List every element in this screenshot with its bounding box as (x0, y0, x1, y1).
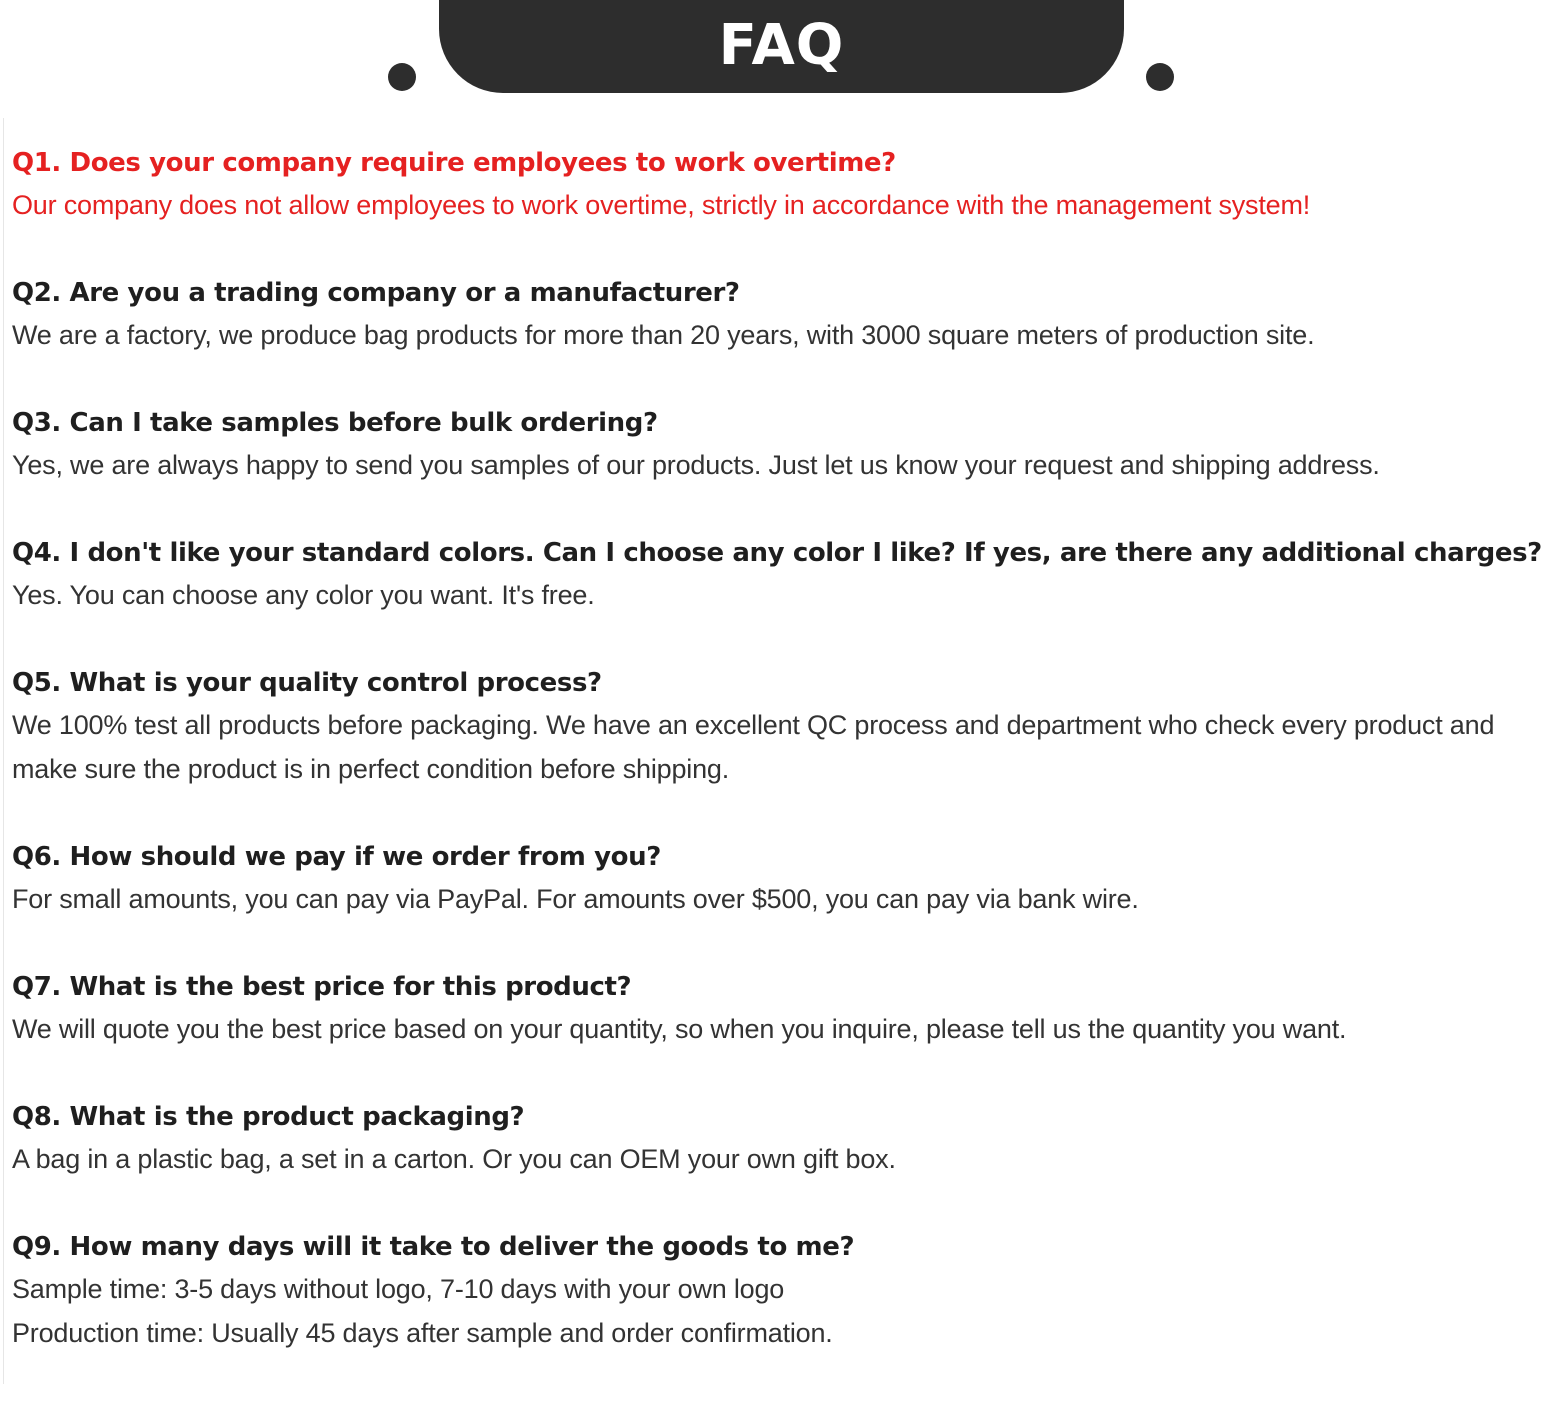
faq-item-8 (12, 1097, 1552, 1181)
faq-item-2 (12, 273, 1552, 357)
faq-question-8: Q8. What is the product packaging? (12, 1102, 525, 1132)
faq-answer-6-line-1: For small amounts, you can pay via PayPal. For amounts over $500, you can pay via bank wire. (12, 884, 1139, 914)
faq-question-3: Q3. Can I take samples before bulk ordering? (12, 408, 658, 438)
faq-question-1: Q1. Does your company require employees to work overtime? (12, 148, 896, 178)
faq-question-7: Q7. What is the best price for this product? (12, 972, 632, 1002)
faq-answer-2-line-1: We are a factory, we produce bag products for more than 20 years, with 3000 square meters of production site. (12, 320, 1315, 350)
faq-answer-7-line-1: We will quote you the best price based on your quantity, so when you inquire, please tell us the quantity you want. (12, 1014, 1347, 1044)
faq-answer-9-line-1: Sample time: 3-5 days without logo, 7-10 days with your own logo (12, 1274, 785, 1304)
faq-answer-4-line-1: Yes. You can choose any color you want. It's free. (12, 580, 595, 610)
faq-item-3 (12, 403, 1552, 487)
faq-answer-8-line-1: A bag in a plastic bag, a set in a carton. Or you can OEM your own gift box. (12, 1144, 896, 1174)
faq-item-4 (12, 533, 1552, 617)
faq-question-6: Q6. How should we pay if we order from you? (12, 842, 661, 872)
faq-list (12, 143, 1552, 1401)
faq-question-5: Q5. What is your quality control process? (12, 668, 602, 698)
decorative-dot-left (388, 63, 416, 91)
faq-question-4: Q4. I don't like your standard colors. Can I choose any color I like? If yes, are there any additional charges? (12, 538, 1542, 568)
left-divider-line (3, 118, 4, 1384)
faq-answer-3-line-1: Yes, we are always happy to send you samples of our products. Just let us know your request and shipping address. (12, 450, 1380, 480)
decorative-dot-right (1146, 63, 1174, 91)
faq-item-6 (12, 837, 1552, 921)
faq-item-1 (12, 143, 1552, 227)
faq-title: FAQ (718, 12, 845, 78)
faq-header-banner (439, 0, 1124, 93)
faq-item-5 (12, 663, 1552, 791)
faq-answer-5-line-1: We 100% test all products before packaging. We have an excellent QC process and department who check every product and make sure the product is in perfect condition before shipping. (12, 710, 1495, 784)
faq-item-7 (12, 967, 1552, 1051)
faq-question-9: Q9. How many days will it take to deliver the goods to me? (12, 1232, 855, 1262)
faq-question-2: Q2. Are you a trading company or a manufacturer? (12, 278, 740, 308)
faq-answer-1-line-1: Our company does not allow employees to work overtime, strictly in accordance with the management system! (12, 190, 1311, 220)
faq-item-9 (12, 1227, 1552, 1355)
faq-answer-9-line-2: Production time: Usually 45 days after sample and order confirmation. (12, 1318, 833, 1348)
